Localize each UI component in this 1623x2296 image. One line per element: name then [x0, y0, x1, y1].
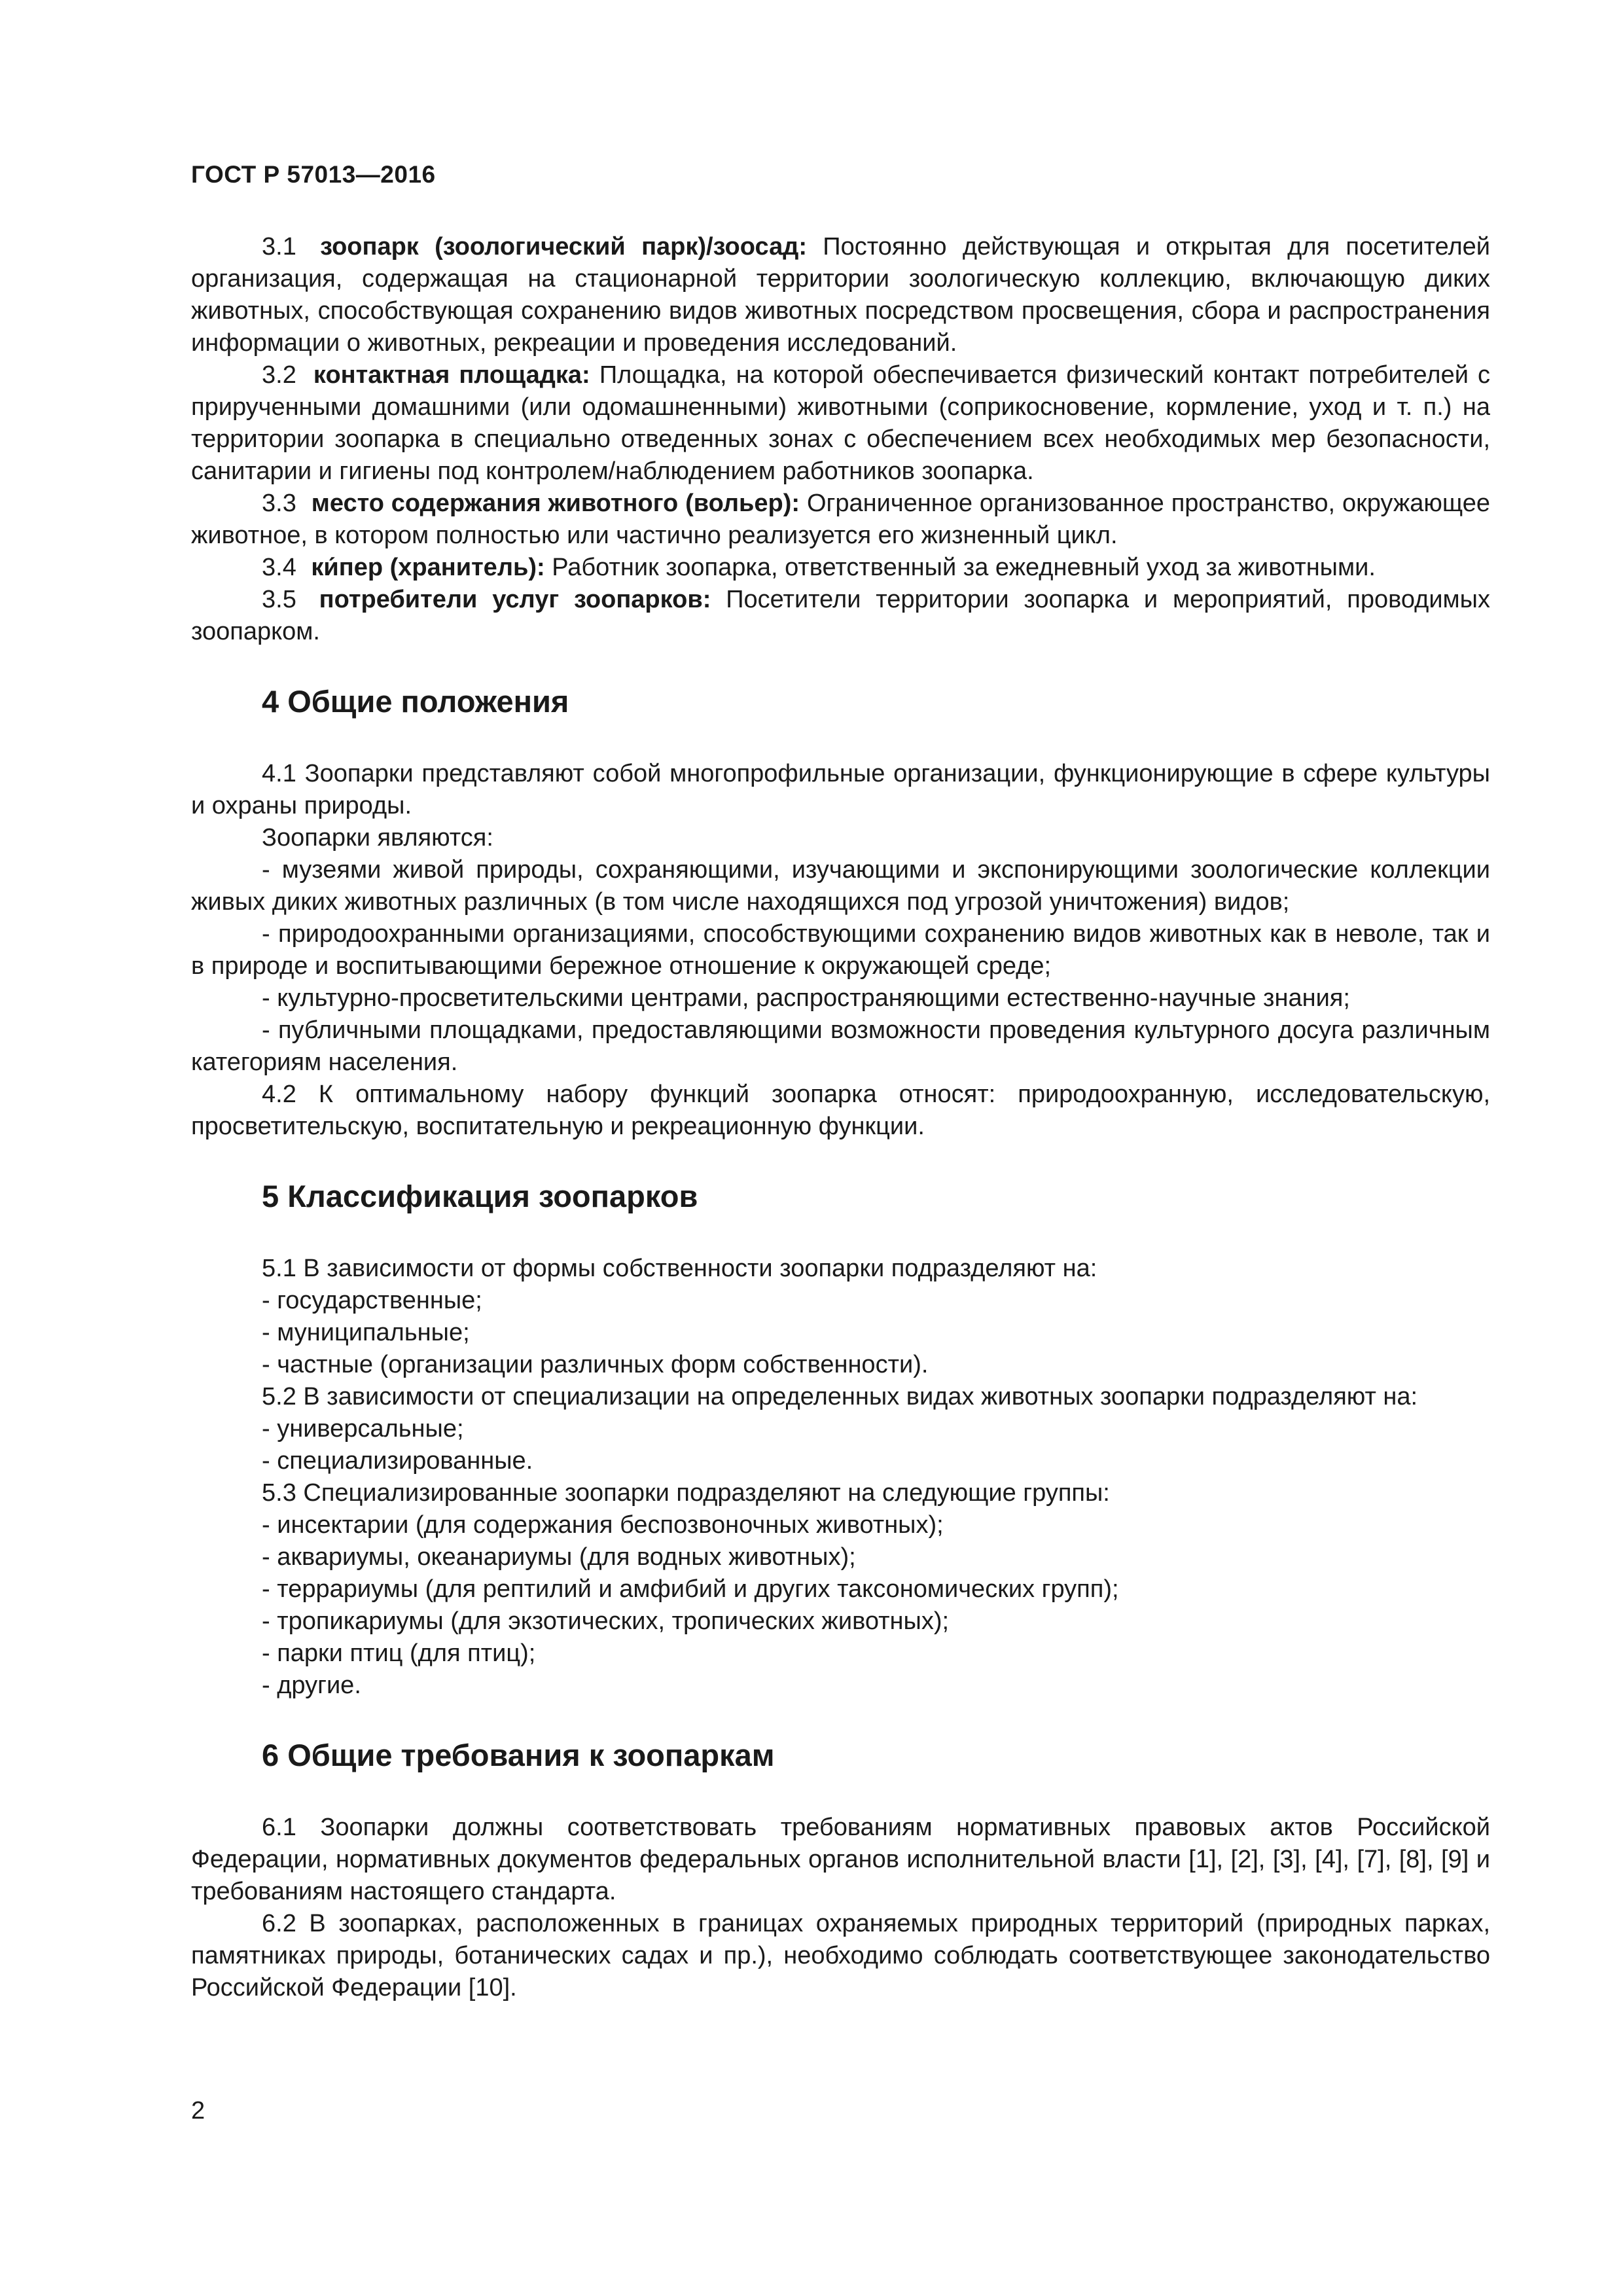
term-text: Работник зоопарка, ответственный за ежедневный уход за животными.	[552, 554, 1376, 581]
term-definition	[191, 584, 1490, 648]
term-number: 3.1	[262, 233, 296, 260]
term-name: зоопарк (зоологический парк)/зоосад:	[320, 233, 807, 260]
term-text: Ограниченное организованное пространство, окружающее животное, в котором полностью или частично реализуется его жизненный цикл.	[191, 490, 1490, 549]
term-name: потребители услуг зоопарков:	[319, 586, 711, 613]
term-number: 3.4	[262, 554, 296, 581]
term-text: Площадка, на которой обеспечивается физический контакт потребителей с прирученными домашними (или одомашненными) животными (соприкосновение, кормление, уход и т. п.) на территории зоопарка в специально отведенных зонах с обеспечением всех необходимых мер безопасности, санитарии и гигиены под контролем/наблюдением работников зоопарка.	[191, 361, 1491, 485]
list-item: - природоохранными организациями, способствующими сохранению видов животных как в неволе, так и в природе и воспитывающими бережное отношение к окружающей среде;	[191, 920, 1490, 980]
document-code-header: ГОСТ Р 57013—2016	[191, 161, 436, 188]
list-item: - культурно-просветительскими центрами, распространяющими естественно-научные знания;	[262, 984, 1350, 1012]
term-definition	[191, 488, 1490, 552]
term-number: 3.3	[262, 490, 296, 517]
term-name: место содержания животного (вольер):	[311, 490, 800, 517]
section-4-heading: 4 Общие положения	[262, 684, 569, 719]
list-item: - тропикариумы (для экзотических, тропических животных);	[262, 1607, 950, 1635]
term-number: 3.2	[262, 361, 296, 389]
document-body	[191, 231, 1490, 2004]
term-definition	[191, 359, 1490, 488]
term-text: Посетители территории зоопарка и мероприятий, проводимых зоопарком.	[191, 586, 1490, 645]
list-item: - террариумы (для рептилий и амфибий и других таксономических групп);	[262, 1575, 1119, 1603]
section-5-paragraph: 5.3 Специализированные зоопарки подразделяют на следующие группы:	[262, 1479, 1110, 1507]
section-5-paragraph: 5.2 В зависимости от специализации на определенных видах животных зоопарки подразделяют на:	[262, 1383, 1418, 1410]
section-6-paragraph: 6.1 Зоопарки должны соответствовать требованиям нормативных правовых актов Российской Федерации, нормативных документов федеральных органов исполнительной власти [1], [2], [3], [4], [7], [8], [9] и требованиям настоящего стандарта.	[191, 1814, 1490, 1905]
list-item: - публичными площадками, предоставляющими возможности проведения культурного досуга различным категориям населения.	[191, 1016, 1490, 1076]
section-4-paragraph: Зоопарки являются:	[262, 824, 493, 852]
list-item: - специализированные.	[262, 1447, 533, 1475]
term-text: Постоянно действующая и открытая для посетителей организация, содержащая на стационарной территории зоологическую коллекцию, включающую диких животных, способствующая сохранению видов животных посредством просвещения, сбора и распространения информации о животных, рекреации и проведения исследований.	[191, 233, 1490, 357]
term-name: ки́пер (хранитель):	[311, 554, 545, 581]
section-6-paragraph: 6.2 В зоопарках, расположенных в границах охраняемых природных территорий (природных парках, памятниках природы, ботанических садах и пр.), необходимо соблюдать соответствующее законодательство Российской Федерации [10].	[191, 1910, 1490, 2001]
list-item: - музеями живой природы, сохраняющими, изучающими и экспонирующими зоологические коллекции живых диких животных различных (в том числе находящихся под угрозой уничтожения) видов;	[191, 856, 1490, 916]
term-definition	[191, 552, 1490, 584]
section-5-heading: 5 Классификация зоопарков	[262, 1179, 698, 1213]
section-5-paragraph: 5.1 В зависимости от формы собственности зоопарки подразделяют на:	[262, 1255, 1097, 1282]
term-name: контактная площадка:	[313, 361, 590, 389]
list-item: - инсектарии (для содержания беспозвоночных животных);	[262, 1511, 944, 1539]
list-item: - парки птиц (для птиц);	[262, 1640, 536, 1667]
section-6-heading: 6 Общие требования к зоопаркам	[262, 1738, 775, 1772]
list-item: - частные (организации различных форм собственности).	[262, 1351, 929, 1378]
term-definition	[191, 231, 1490, 359]
list-item: - аквариумы, океанариумы (для водных животных);	[262, 1543, 856, 1571]
section-4-paragraph: 4.2 К оптимальному набору функций зоопарка относят: природоохранную, исследовательскую, просветительскую, воспитательную и рекреационную функции.	[191, 1081, 1490, 1140]
list-item: - другие.	[262, 1672, 361, 1699]
page-number: 2	[191, 2097, 205, 2125]
list-item: - государственные;	[262, 1287, 482, 1314]
term-number: 3.5	[262, 586, 296, 613]
list-item: - универсальные;	[262, 1415, 464, 1443]
section-4-paragraph: 4.1 Зоопарки представляют собой многопрофильные организации, функционирующие в сфере культуры и охраны природы.	[191, 760, 1490, 819]
list-item: - муниципальные;	[262, 1319, 470, 1346]
